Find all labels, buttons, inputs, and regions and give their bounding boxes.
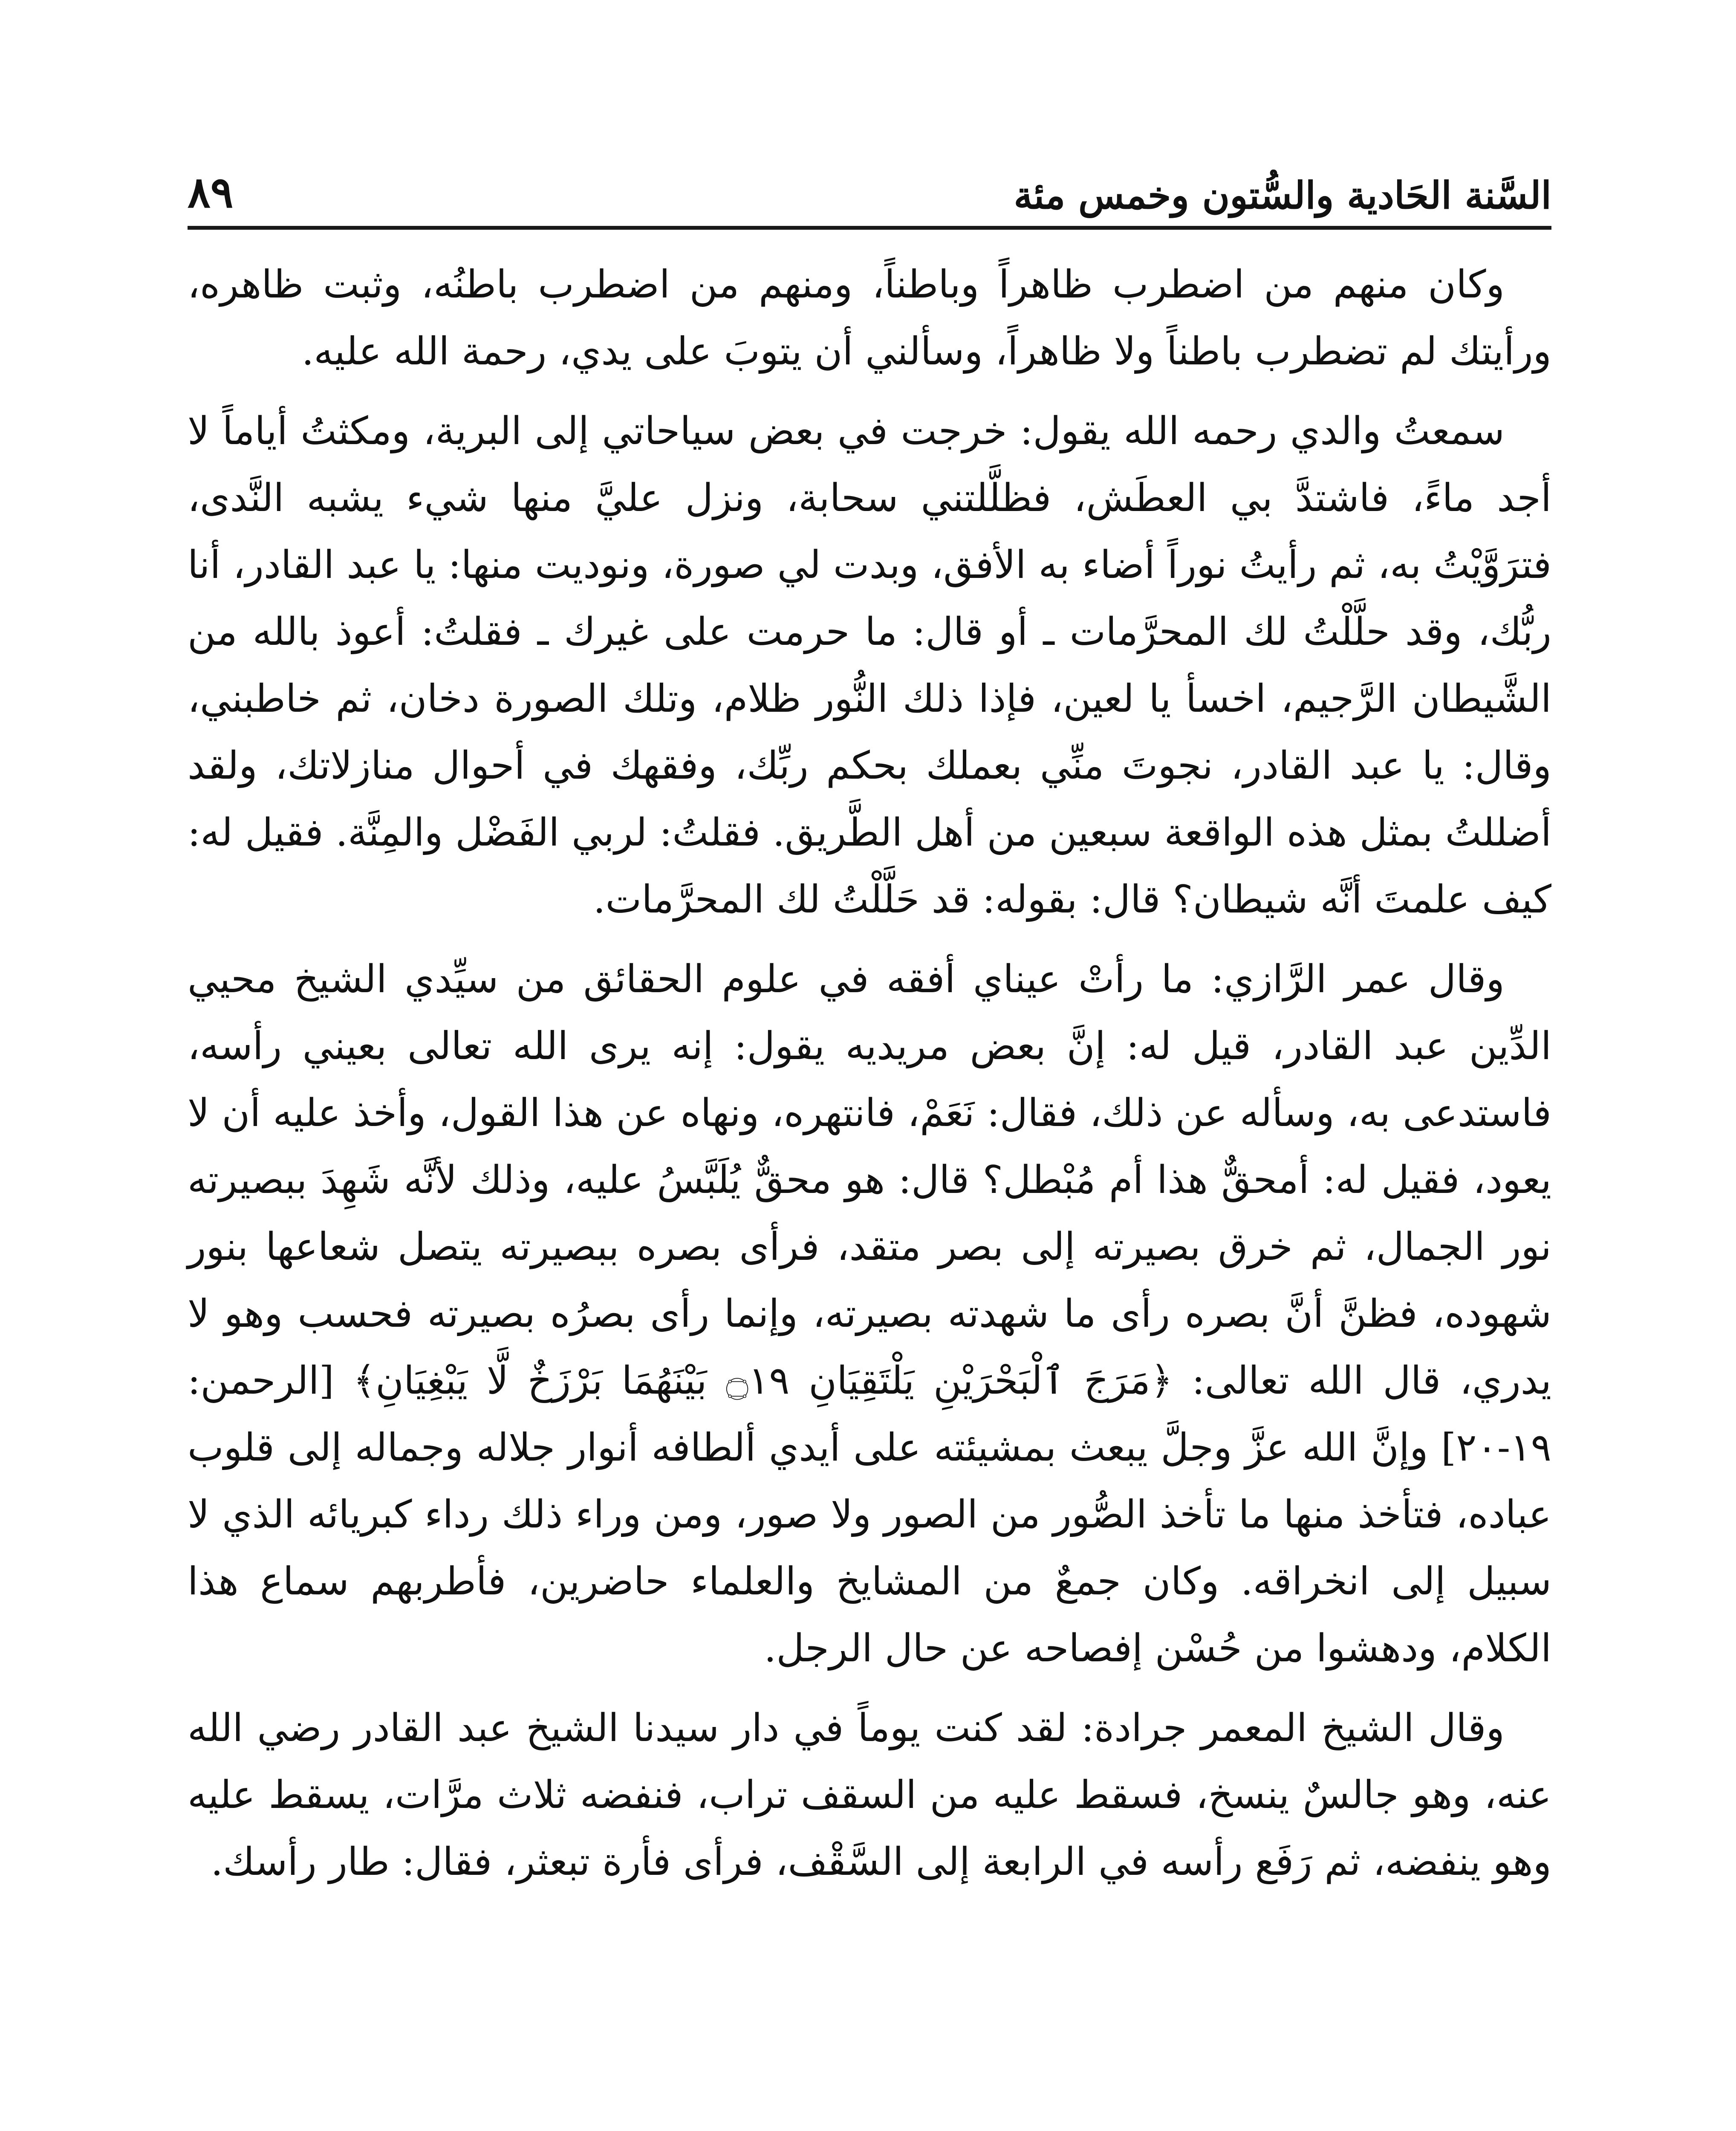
body-text bbox=[188, 230, 1551, 1895]
paragraph-1: وكان منهم من اضطرب ظاهراً وباطناً، ومنهم من اضطرب باطنُه، وثبت ظاهره، ورأيتك لم تضطرب باطناً ولا ظاهراً، وسألني أن يتوبَ على يدي، رحمة الله عليه. bbox=[188, 262, 1551, 374]
paragraph-2: سمعتُ والدي رحمه الله يقول: خرجت في بعض سياحاتي إلى البرية، ومكثتُ أياماً لا أجد ماءً، فاشتدَّ بي العطَش، فظلَّلتني سحابة، ونزل عليَّ منها شيء يشبه النَّدى، فترَوَّيْتُ به، ثم رأيتُ نوراً أضاء به الأفق، وبدت لي صورة، ونوديت منها: يا عبد القادر، أنا ربُّك، وقد حلَّلْتُ لك المحرَّمات ـ أو قال: ما حرمت على غيرك ـ فقلتُ: أعوذ بالله من الشَّيطان الرَّجيم، اخسأ يا لعين، فإذا ذلك النُّور ظلام، وتلك الصورة دخان، ثم خاطبني، وقال: يا عبد القادر، نجوتَ منِّي بعملك بحكم ربِّك، وفقهك في أحوال منازلاتك، ولقد أضللتُ بمثل هذه الواقعة سبعين من أهل الطَّريق. فقلتُ: لربي الفَضْل والمِنَّة. فقيل له: كيف علمتَ أنَّه شيطان؟ قال: بقوله: قد حَلَّلْتُ لك المحرَّمات. bbox=[188, 409, 1551, 922]
chapter-title: السَّنة الحَادية والسُّتون وخمس مئة bbox=[1014, 173, 1551, 217]
paragraph-3: وقال عمر الرَّازي: ما رأتْ عيناي أفقه في علوم الحقائق من سيِّدي الشيخ محيي الدِّين عبد القادر، قيل له: إنَّ بعض مريديه يقول: إنه يرى الله تعالى بعيني رأسه، فاستدعى به، وسأله عن ذلك، فقال: نَعَمْ، فانتهره، ونهاه عن هذا القول، وأخذ عليه أن لا يعود، فقيل له: أمحقٌّ هذا أم مُبْطل؟ قال: هو محقٌّ يُلَبَّسُ عليه، وذلك لأنَّه شَهِدَ ببصيرته نور الجمال، ثم خرق بصيرته إلى بصر متقد، فرأى بصره ببصيرته يتصل شعاعها بنور شهوده، فظنَّ أنَّ بصره رأى ما شهدته بصيرته، وإنما رأى بصرُه بصيرته فحسب وهو لا يدري، قال الله تعالى: ﴿مَرَجَ ٱلْبَحْرَيْنِ يَلْتَقِيَانِ ۝١٩ بَيْنَهُمَا بَرْزَخٌ لَّا يَبْغِيَانِ﴾ [الرحمن: ١٩-٢٠] وإنَّ الله عزَّ وجلَّ يبعث بمشيئته على أيدي ألطافه أنوار جلاله وجماله إلى قلوب عباده، فتأخذ منها ما تأخذ الصُّور من الصور ولا صور، ومن وراء ذلك رداء كبريائه الذي لا سبيل إلى انخراقه. وكان جمعٌ من المشايخ والعلماء حاضرين، فأطربهم سماع هذا الكلام، ودهشوا من حُسْن إفصاحه عن حال الرجل. bbox=[188, 957, 1551, 1671]
book-page bbox=[188, 162, 1551, 2131]
page-number: ٨٩ bbox=[188, 167, 234, 217]
paragraph-4: وقال الشيخ المعمر جرادة: لقد كنت يوماً في دار سيدنا الشيخ عبد القادر رضي الله عنه، وهو جالسٌ ينسخ، فسقط عليه من السقف تراب، فنفضه ثلاث مرَّات، يسقط عليه وهو ينفضه، ثم رَفَع رأسه في الرابعة إلى السَّقْف، فرأى فأرة تبعثر، فقال: طار رأسك. bbox=[188, 1706, 1551, 1884]
running-header bbox=[188, 162, 1551, 230]
